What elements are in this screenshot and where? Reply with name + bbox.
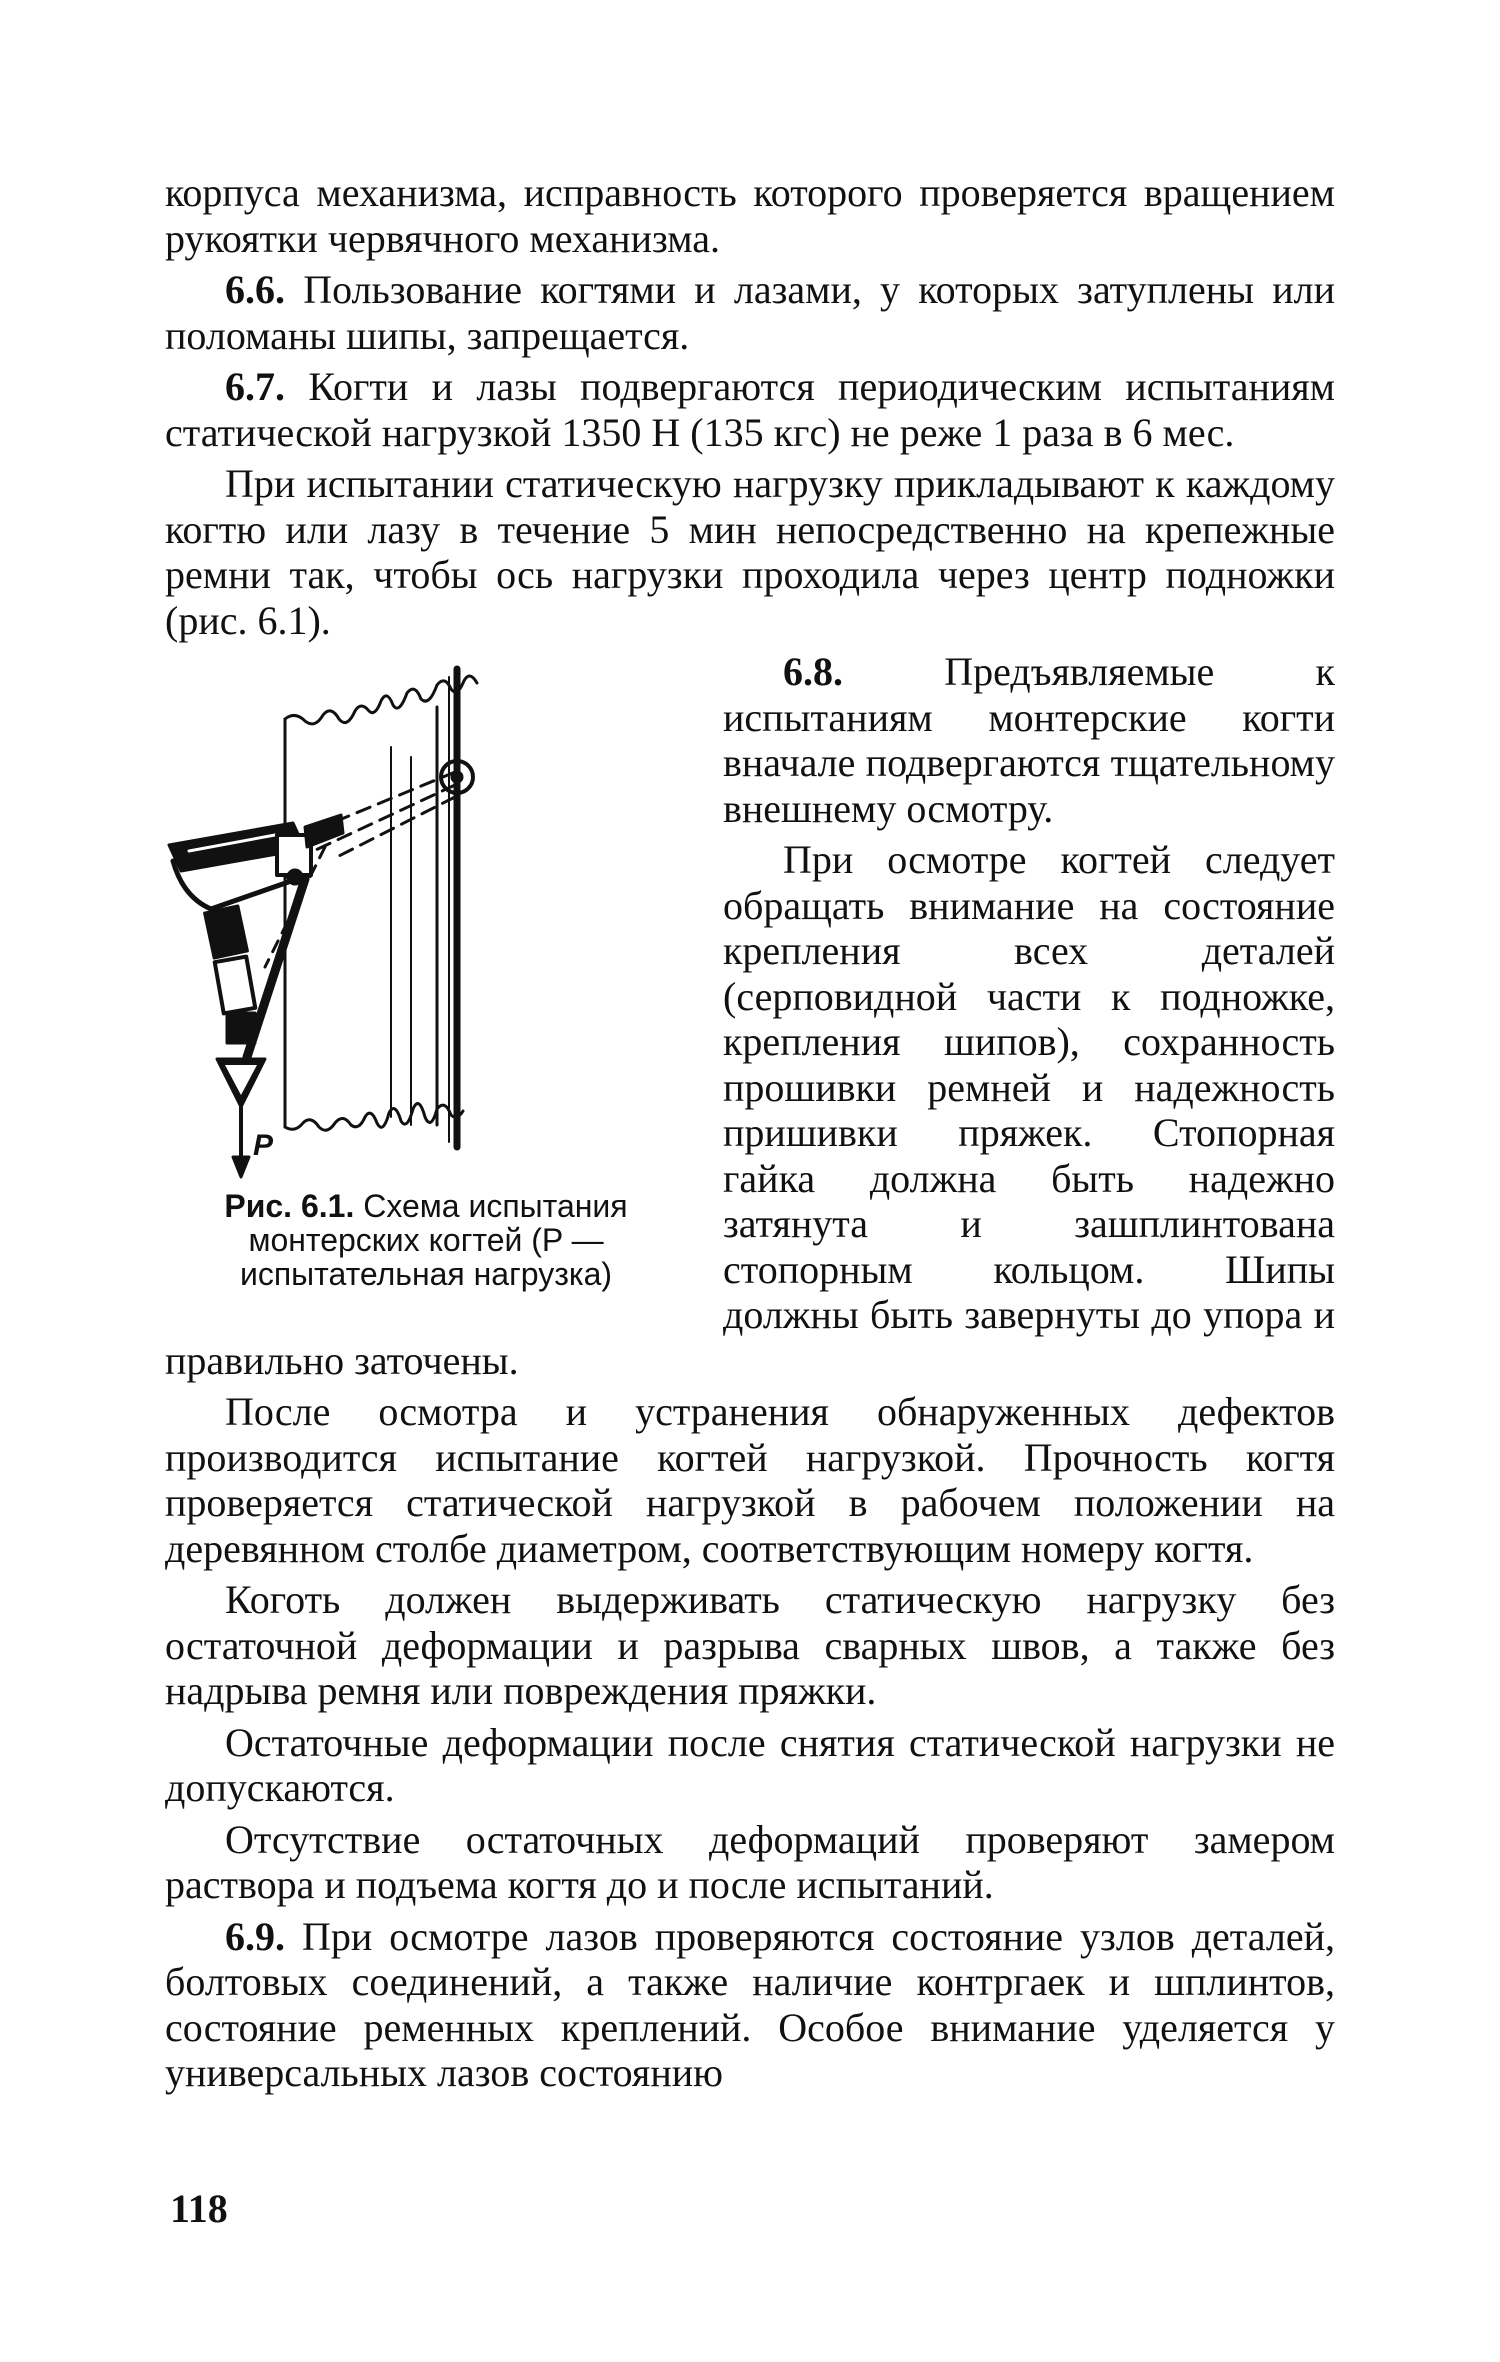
paragraph-6-7 [165,364,1335,455]
figure-caption [165,1189,695,1291]
climbing-irons-test-diagram [165,647,685,1187]
section-number-6-6: 6.6. [225,267,285,312]
paragraph-6-6-text: Пользование когтями и лазами, у которых затуплены или поломаны шипы, запрещается. [165,267,1335,358]
load-label: P [253,1129,274,1162]
page-text [165,170,1335,2096]
paragraph-6-9 [165,1914,1335,2096]
figure-6-1 [165,647,695,1291]
paragraph-6-9-text: При осмотре лазов проверяются состояние узлов деталей, болтовых соединений, а также наличие контргаек и шплинтов, состояние ременных креплений. Особое внимание уделяется у универсальных лазов состоянию [165,1913,1335,2095]
paragraph-test-load: При испытании статическую нагрузку прикладывают к каждому когтю или лазу в течение 5 мин непосредственно на крепежные ремни так, чтобы ось нагрузки проходила через центр подножки (рис. 6.1). [165,461,1335,643]
figure-caption-label: Рис. 6.1. [224,1188,355,1224]
paragraph-load-test: После осмотра и устранения обнаруженных дефектов производится испытание когтей нагрузкой. Прочность когтя проверяется статической нагрузкой в рабочем положении на деревянном столбе диаметром, соответствующим номеру когтя. [165,1389,1335,1571]
paragraph-6-7-text: Когти и лазы подвергаются периодическим испытаниям статической нагрузкой 1350 Н (135 кгс) не реже 1 раза в 6 мес. [165,364,1335,455]
paragraph-withstand: Коготь должен выдерживать статическую нагрузку без остаточной деформации и разрыва сварных швов, а также без надрыва ремня или повреждения пряжки. [165,1577,1335,1713]
page-number: 118 [170,2186,228,2231]
section-number-6-8: 6.8. [783,649,843,694]
paragraph-measure: Отсутствие остаточных деформаций проверяют замером раствора и подъема когтя до и после испытаний. [165,1816,1335,1907]
load-chain-link [227,1013,255,1043]
section-number-6-7: 6.7. [225,364,285,409]
paragraph-residual: Остаточные деформации после снятия статической нагрузки не допускаются. [165,1719,1335,1810]
paragraph-6-8-text: Предъявляемые к испытаниям монтерские когти вначале подвергаются тщательному внешнему осмотру. [723,649,1335,831]
load-chain-link [215,957,256,1014]
figure-caption-text: Схема испытания монтерских когтей (P — испытательная нагрузка) [239,1188,628,1292]
load-arrow-head [233,1157,249,1177]
strap-clamp [305,815,343,847]
paragraph-inspection: При осмотре когтей следует обращать внимание на состояние крепления всех деталей (серповидной части к подножке, крепления шипов), сохранность прошивки ремней и надежность пришивки пряжек. Стопорная гайка должна быть надежно затянута и зашплинтована стопорным кольцом. Шипы должны быть завернуты до упора и правильно заточены. [165,837,1335,1383]
paragraph-1: корпуса механизма, исправность которого проверяется вращением рукоятки червячного механизма. [165,170,1335,261]
section-number-6-9: 6.9. [225,1913,285,1959]
load-chain-link [205,906,248,958]
paragraph-6-6 [165,267,1335,358]
